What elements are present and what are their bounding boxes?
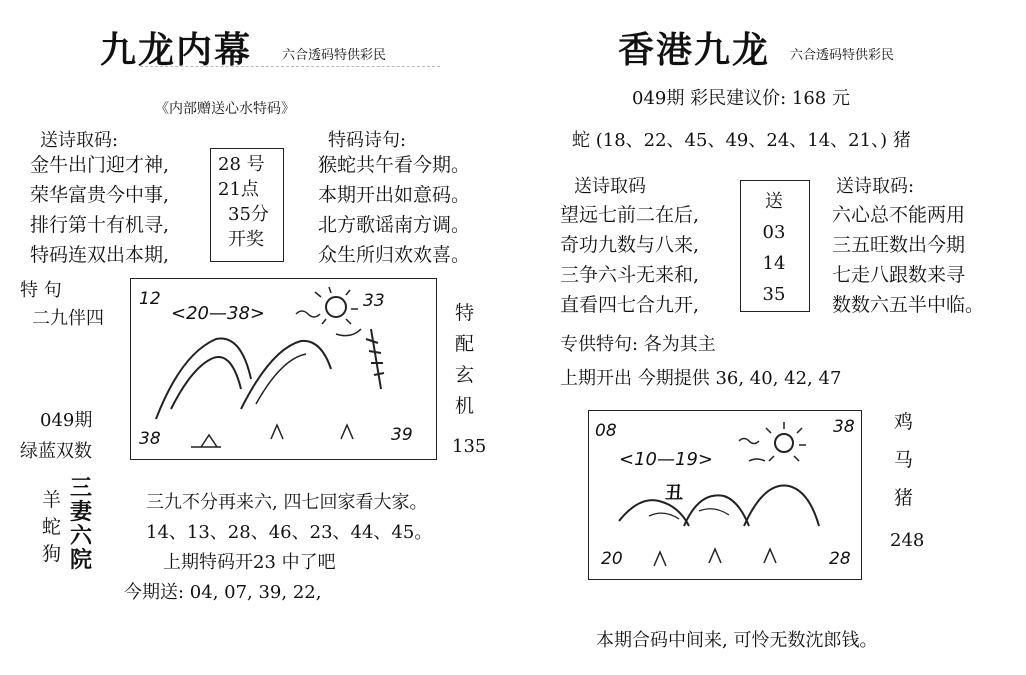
left-sketch-panel bbox=[130, 278, 437, 460]
left-line-1: 三九不分再来六, 四七回家看大家。 bbox=[146, 492, 428, 513]
sketch-top-right-number: 38 bbox=[833, 417, 855, 437]
poem-line: 众生所归欢欢喜。 bbox=[318, 244, 471, 266]
stamp-char: 妻 bbox=[70, 499, 93, 525]
side-char: 配 bbox=[455, 333, 475, 355]
right-number-box-text bbox=[740, 186, 808, 310]
left-stamp bbox=[70, 476, 92, 572]
left-poem-left bbox=[30, 150, 169, 270]
poem-line: 三五旺数出今期 bbox=[832, 234, 966, 256]
sketch-top-left-number: 08 bbox=[595, 421, 617, 441]
right-special-line: 专供特句: 各为其主 bbox=[560, 334, 716, 355]
box-line: 28 号 bbox=[218, 154, 265, 175]
poem-line: 望远七前二在后, bbox=[560, 204, 700, 226]
tree-icon bbox=[366, 329, 384, 389]
grass-mark bbox=[341, 425, 353, 439]
mountain-stroke bbox=[156, 339, 251, 420]
right-poem-left bbox=[560, 200, 699, 320]
left-poem-right bbox=[318, 150, 470, 270]
right-issue-line: 049期 彩民建议价: 168 元 bbox=[632, 88, 850, 109]
sketch-bottom-left-number: 20 bbox=[601, 549, 623, 569]
poem-line: 本期开出如意码。 bbox=[318, 184, 471, 206]
right-snake-line: 蛇 (18、22、45、49、24、14、21、) 猪 bbox=[572, 130, 911, 151]
left-poem-right-header: 特码诗句: bbox=[328, 130, 407, 151]
bird-icon bbox=[296, 311, 320, 317]
sketch-top-right-number: 33 bbox=[363, 291, 385, 311]
sketch-range: <20—38> bbox=[171, 303, 265, 324]
cloud-stroke bbox=[336, 329, 361, 336]
side-char: 特 bbox=[455, 302, 475, 324]
box-line: 35分 bbox=[228, 204, 269, 225]
poem-line: 数数六五半中临。 bbox=[832, 294, 985, 316]
poem-line: 排行第十有机寻, bbox=[30, 214, 170, 236]
left-note: 《内部赠送心水特码》 bbox=[155, 101, 295, 117]
box-line: 35 bbox=[762, 284, 786, 305]
left-title-divider bbox=[140, 66, 440, 67]
poem-line: 奇功九数与八来, bbox=[560, 234, 700, 256]
left-animals bbox=[42, 487, 61, 568]
mountain-stroke bbox=[241, 341, 331, 409]
bird-icon bbox=[739, 439, 759, 444]
stamp-char: 三 bbox=[70, 475, 93, 501]
side-char: 玄 bbox=[455, 364, 475, 386]
left-special-label: 特 句 bbox=[20, 280, 62, 301]
right-last-line: 上期开出 今期提供 36, 40, 42, 47 bbox=[560, 368, 842, 389]
poem-line: 北方歌谣南方调。 bbox=[318, 214, 471, 236]
right-sketch-drawing bbox=[589, 411, 861, 579]
stamp-char: 六 bbox=[70, 523, 93, 549]
mountain-stroke bbox=[744, 486, 819, 527]
left-line-3: 上期特码开23 中了吧 bbox=[163, 552, 336, 573]
left-issue: 049期 bbox=[40, 410, 93, 431]
right-subtitle: 六合透码特供彩民 bbox=[790, 48, 895, 63]
sun-icon bbox=[775, 434, 793, 452]
grass-mark bbox=[271, 425, 283, 439]
sketch-bottom-right-number: 39 bbox=[391, 425, 413, 445]
sketch-mid-char: 丑 bbox=[665, 483, 683, 504]
left-poem-left-header: 送诗取码: bbox=[40, 130, 119, 151]
grass-mark bbox=[654, 549, 776, 566]
sketch-top-left-number: 12 bbox=[139, 289, 161, 309]
poem-line: 六心总不能两用 bbox=[832, 204, 966, 226]
poem-line: 猴蛇共午看今期。 bbox=[318, 154, 471, 176]
right-side-chars bbox=[894, 403, 913, 517]
left-line-2: 14、13、28、46、23、44、45。 bbox=[146, 522, 433, 543]
poem-line: 金牛出门迎才神, bbox=[30, 154, 170, 176]
side-char: 猪 bbox=[894, 487, 914, 509]
box-line: 送 bbox=[765, 191, 783, 212]
poem-line: 七走八跟数来寻 bbox=[832, 264, 966, 286]
sketch-bottom-right-number: 28 bbox=[829, 549, 851, 569]
mountain-stroke bbox=[171, 357, 241, 409]
poem-line: 三争六斗无来和, bbox=[560, 264, 700, 286]
sun-rays bbox=[315, 287, 358, 324]
side-char: 马 bbox=[894, 449, 914, 471]
mountain-stroke bbox=[684, 495, 749, 526]
box-line: 14 bbox=[762, 253, 786, 274]
poem-line: 荣华富贵今中事, bbox=[30, 184, 170, 206]
right-sketch-panel bbox=[588, 410, 862, 580]
poem-line: 直看四七合九开, bbox=[560, 294, 700, 316]
left-side-number: 135 bbox=[452, 436, 487, 457]
side-char: 机 bbox=[455, 395, 475, 417]
stamp-char: 院 bbox=[70, 547, 93, 573]
right-poem-right bbox=[832, 200, 984, 320]
box-line: 21点 bbox=[218, 179, 259, 200]
mountain-stroke bbox=[256, 354, 306, 404]
left-subtitle: 六合透码特供彩民 bbox=[282, 48, 387, 63]
animal-char: 羊 bbox=[42, 489, 62, 511]
box-line: 03 bbox=[762, 222, 786, 243]
left-side-chars bbox=[455, 298, 474, 422]
left-line-4: 今期送: 04, 07, 39, 22, bbox=[124, 582, 322, 603]
grass-mark bbox=[191, 435, 221, 447]
left-title: 九龙内幕 bbox=[100, 29, 253, 71]
left-special-text: 二九伴四 bbox=[32, 308, 104, 329]
sun-icon bbox=[326, 297, 346, 317]
right-title: 香港九龙 bbox=[618, 29, 771, 71]
right-poem-left-header: 送诗取码 bbox=[574, 176, 646, 197]
side-char: 鸡 bbox=[894, 411, 914, 433]
cloud-stroke bbox=[749, 459, 765, 461]
left-time-box-text bbox=[218, 152, 269, 252]
right-side-number: 248 bbox=[890, 530, 925, 551]
animal-char: 蛇 bbox=[42, 516, 62, 538]
animal-char: 狗 bbox=[42, 543, 62, 565]
left-issue-sub: 绿蓝双数 bbox=[20, 441, 92, 462]
sun-rays bbox=[766, 422, 806, 461]
box-line: 开奖 bbox=[228, 229, 264, 250]
right-footer: 本期合码中间来, 可怜无数沈郎钱。 bbox=[596, 630, 878, 651]
poem-line: 特码连双出本期, bbox=[30, 244, 170, 266]
sketch-range: <10—19> bbox=[619, 449, 713, 470]
right-poem-right-header: 送诗取码: bbox=[836, 176, 915, 197]
sketch-bottom-left-number: 38 bbox=[139, 429, 161, 449]
